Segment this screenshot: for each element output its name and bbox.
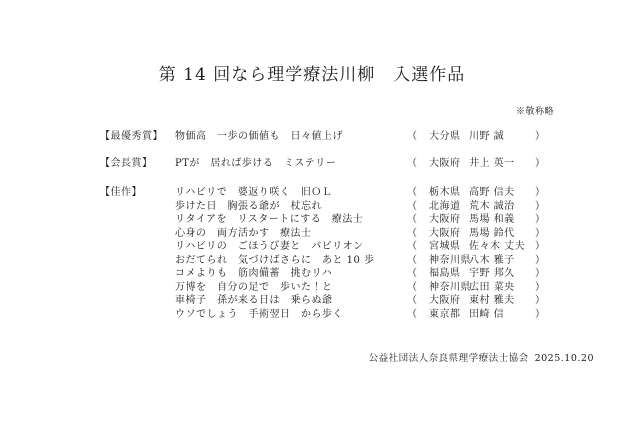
paren-open: （ — [407, 158, 417, 169]
prefecture: 東京都 — [429, 308, 461, 320]
paren-open: （ — [407, 308, 417, 320]
paren-close: ） — [535, 131, 545, 142]
prefecture: 大分県 — [429, 131, 461, 142]
paren-open: （ — [407, 241, 417, 252]
poem-text: PTが 居れば歩ける ミステリー — [175, 158, 337, 169]
author-name: 宇野 邦久 — [469, 268, 515, 279]
prefecture: 神奈川県 — [429, 254, 471, 266]
author-name: 八木 雅子 — [469, 254, 515, 266]
entry-row — [0, 157, 624, 171]
entry-row — [0, 186, 624, 200]
footer-credit — [369, 350, 594, 364]
prefecture: 大阪府 — [429, 158, 461, 169]
paren-open: （ — [407, 295, 417, 306]
poem-text: リハビリの ごほうび妻と パビリオン — [175, 241, 364, 252]
prefecture: 栃木県 — [429, 187, 461, 198]
prefecture: 神奈川県 — [429, 281, 471, 293]
poem-text: おだてられ 気づけばさらに あと 10 歩 — [175, 254, 375, 266]
paren-close: ） — [535, 158, 545, 169]
author-name: 田崎 信 — [469, 308, 505, 320]
paren-close: ） — [535, 214, 545, 225]
entry-row — [0, 267, 624, 281]
paren-close: ） — [535, 281, 545, 293]
publication-date: 2025.10.20 — [534, 353, 594, 364]
page-title: 第 14 回なら理学療法川柳 入選作品 — [158, 65, 466, 85]
entry-row — [0, 294, 624, 308]
paren-open: （ — [407, 254, 417, 266]
prefecture: 大阪府 — [429, 214, 461, 225]
honorifics-note: ※敬称略 — [515, 107, 554, 117]
prefecture: 宮城県 — [429, 241, 461, 252]
paren-close: ） — [535, 308, 545, 320]
entry-row — [0, 213, 624, 227]
paren-open: （ — [407, 131, 417, 142]
poem-text: 物価高 一歩の価値も 日々値上げ — [175, 131, 343, 142]
paren-close: ） — [535, 268, 545, 279]
poem-text: コメよりも 筋肉備蓄 挑むリハ — [175, 268, 333, 279]
poem-text: 車椅子 孫が来る日は 乗らぬ爺 — [175, 295, 333, 306]
entry-row — [0, 254, 624, 268]
award-label: 【会長賞】 — [100, 158, 153, 169]
award-label: 【佳作】 — [100, 187, 142, 198]
prefecture: 北海道 — [429, 200, 461, 212]
poem-text: 歩けた日 胸張る爺が 杖忘れ — [175, 200, 322, 212]
poem-text: リタイアを リスタートにする 療法士 — [175, 214, 364, 225]
paren-close: ） — [535, 200, 545, 212]
paren-open: （ — [407, 281, 417, 293]
poem-text: 万博を 自分の足で 歩いた！と — [175, 281, 333, 293]
poem-text: ウソでしょう 手術翌日 から歩く — [175, 308, 343, 320]
entry-row — [0, 130, 624, 144]
paren-open: （ — [407, 200, 417, 212]
entry-row — [0, 227, 624, 241]
paren-close: ） — [535, 241, 545, 252]
entry-row — [0, 200, 624, 214]
author-name: 川野 誠 — [469, 131, 505, 142]
paren-open: （ — [407, 187, 417, 198]
poem-text: 心身の 両方活かす 療法士 — [175, 227, 312, 239]
paren-close: ） — [535, 187, 545, 198]
author-name: 井上 英一 — [469, 158, 515, 169]
paren-close: ） — [535, 295, 545, 306]
author-name: 馬場 和義 — [469, 214, 515, 225]
author-name: 広田 菜央 — [469, 281, 515, 293]
entry-row — [0, 281, 624, 295]
organization-name: 公益社団法人奈良県理学療法士協会 — [368, 353, 529, 364]
poem-text: リハビリで 婆返り咲く 旧ＯＬ — [175, 187, 333, 198]
paren-open: （ — [407, 268, 417, 279]
author-name: 馬場 鈴代 — [469, 227, 515, 239]
paren-open: （ — [407, 214, 417, 225]
paren-close: ） — [535, 227, 545, 239]
prefecture: 大阪府 — [429, 295, 461, 306]
author-name: 高野 信夫 — [469, 187, 515, 198]
paren-close: ） — [535, 254, 545, 266]
prefecture: 福島県 — [429, 268, 461, 279]
prefecture: 大阪府 — [429, 227, 461, 239]
award-label: 【最優秀賞】 — [100, 131, 163, 142]
author-name: 佐々木 丈夫 — [469, 241, 526, 252]
entry-row — [0, 240, 624, 254]
author-name: 荒木 誠治 — [469, 200, 515, 212]
author-name: 東村 雅夫 — [469, 295, 515, 306]
paren-open: （ — [407, 227, 417, 239]
entry-row — [0, 308, 624, 322]
